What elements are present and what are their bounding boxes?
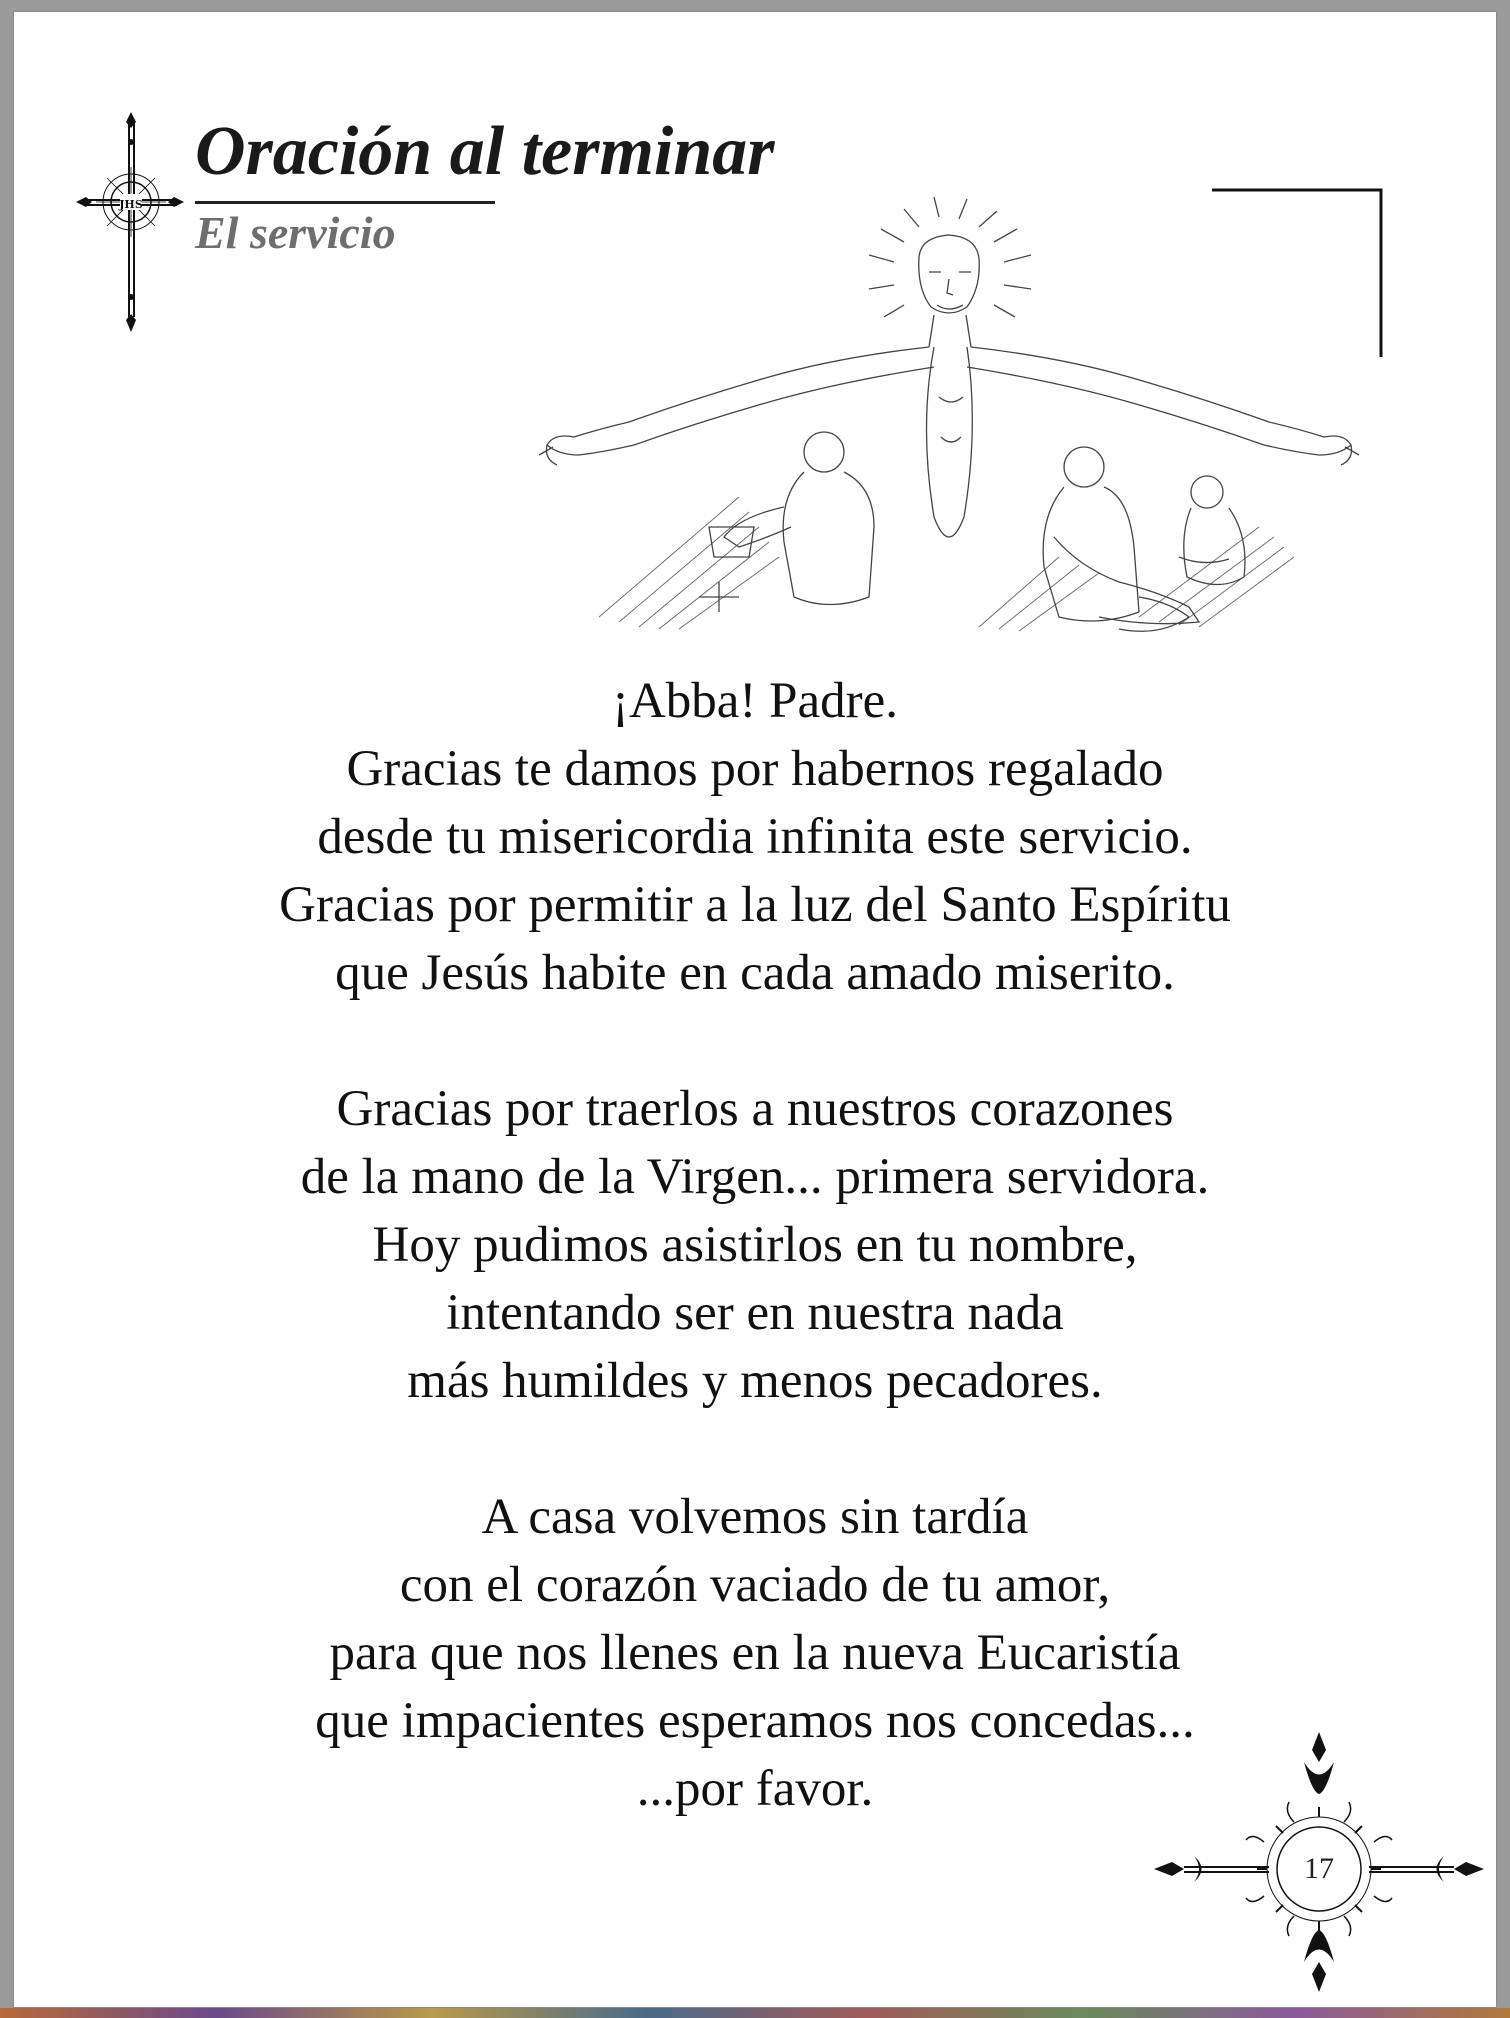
page-subtitle: El servicio (195, 207, 396, 258)
prayer-line: Hoy pudimos asistirlos en tu nombre, (372, 1217, 1138, 1273)
title-underline (195, 201, 495, 204)
cross-icon (74, 112, 184, 332)
prayer-line: para que nos llenes en la nueva Eucaristía (329, 1625, 1181, 1681)
christ-illustration (539, 197, 1379, 657)
stanza (14, 1075, 1496, 1415)
prayer-line: desde tu misericordia infinita este servicio. (317, 809, 1193, 865)
prayer-line: ...por favor. (636, 1761, 874, 1817)
prayer-line: de la mano de la Virgen... primera servidora. (300, 1149, 1210, 1205)
prayer-line: más humildes y menos pecadores. (407, 1353, 1103, 1409)
prayer-text (14, 667, 1496, 1823)
page-number: 17 (1304, 1852, 1334, 1885)
stanza (14, 667, 1496, 1007)
halo-rays (869, 197, 1031, 317)
prayer-line: ¡Abba! Padre. (611, 673, 899, 729)
prayer-line: Gracias por traerlos a nuestros corazones (336, 1081, 1174, 1137)
prayer-line: Gracias por permitir a la luz del Santo Espíritu (279, 877, 1231, 933)
prayer-line: que Jesús habite en cada amado miserito. (335, 945, 1175, 1001)
prayer-line: que impacientes esperamos nos concedas... (315, 1693, 1195, 1749)
prayer-line: Gracias te damos por habernos regalado (346, 741, 1164, 797)
prayer-line: A casa volvemos sin tardía (481, 1489, 1029, 1545)
document-page (14, 12, 1496, 2007)
bottom-edge-strip (0, 2008, 1510, 2018)
page-title: Oración al terminar (195, 113, 775, 190)
prayer-line: intentando ser en nuestra nada (446, 1285, 1064, 1341)
cross-monogram: JHS (119, 198, 143, 211)
prayer-line: con el corazón vaciado de tu amor, (399, 1557, 1111, 1613)
